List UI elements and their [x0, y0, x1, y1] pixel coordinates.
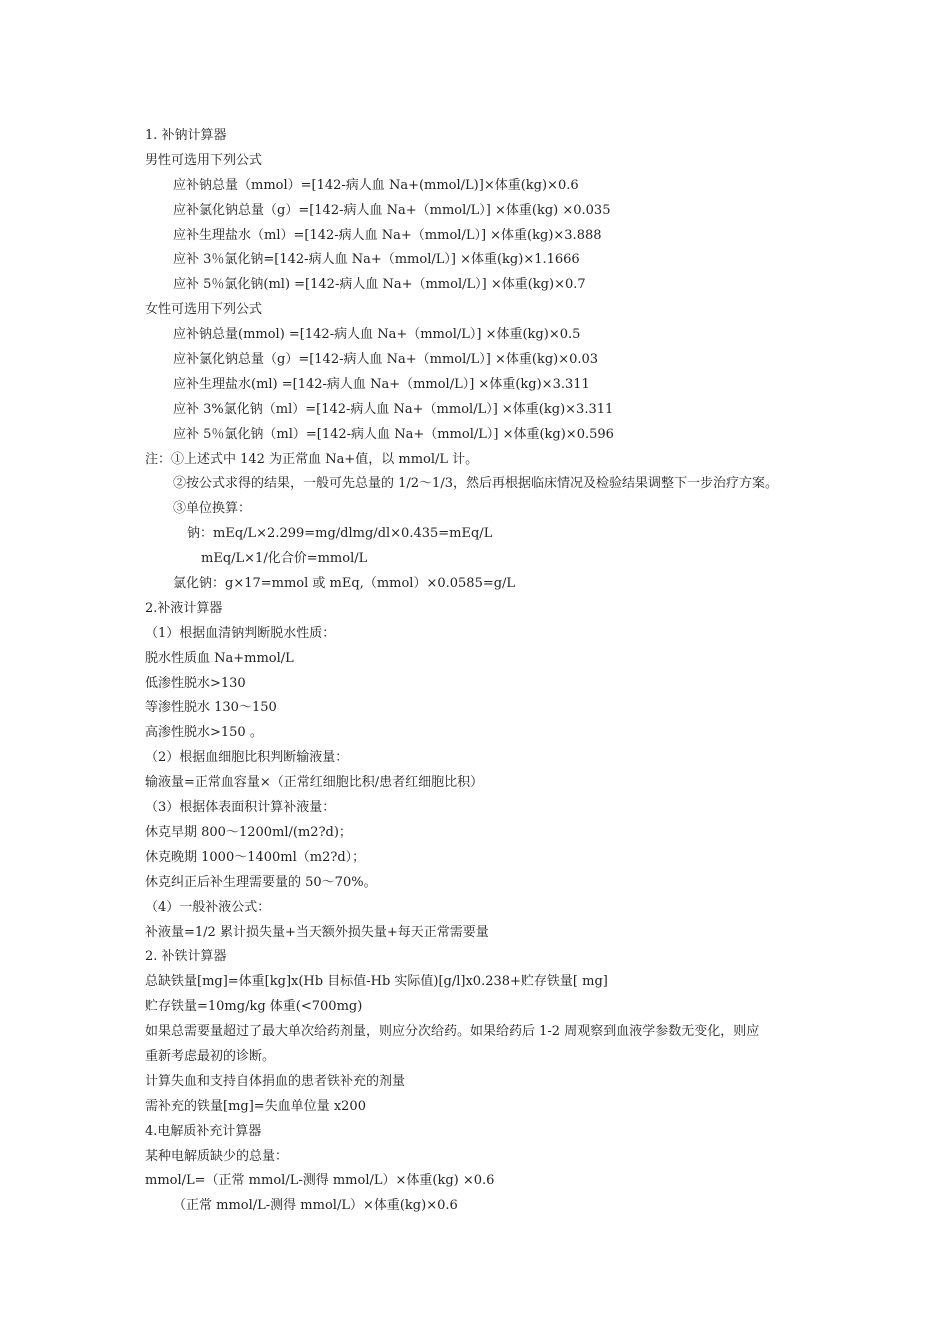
- text-line: 休克纠正后补生理需要量的 50～70%。: [145, 874, 377, 890]
- text-line: （2）根据血细胞比积判断输液量：: [145, 750, 349, 766]
- text-line: 输液量=正常血容量×（正常红细胞比积/患者红细胞比积）: [145, 775, 484, 791]
- text-line: 计算失血和支持自体捐血的患者铁补充的剂量: [145, 1073, 406, 1089]
- text-line: （3）根据体表面积计算补液量：: [145, 800, 336, 816]
- text-line: 应补 3％氯化钠=[142-病人血 Na+（mmol/L）] ×体重(kg)×1.1666: [173, 252, 580, 268]
- text-line: mmol/L=（正常 mmol/L-测得 mmol/L）×体重(kg) ×0.6: [145, 1173, 495, 1189]
- text-line: mEq/L×1/化合价=mmol/L: [201, 551, 368, 567]
- text-line: 应补 5％氯化钠(ml) =[142-病人血 Na+（mmol/L）] ×体重(kg)×0.7: [173, 277, 586, 293]
- text-line: 女性可选用下列公式: [145, 302, 263, 318]
- text-line: 某种电解质缺少的总量：: [145, 1148, 289, 1164]
- text-line: 应补氯化钠总量（g）=[142-病人血 Na+（mmol/L）] ×体重(kg) ×0.035: [173, 202, 611, 218]
- text-line: 需补充的铁量[mg]=失血单位量 x200: [145, 1098, 366, 1114]
- text-line: 应补氯化钠总量（g）=[142-病人血 Na+（mmol/L）] ×体重(kg)×0.03: [173, 352, 599, 368]
- text-line: 注：①上述式中 142 为正常血 Na+值，以 mmol/L 计。: [145, 451, 479, 467]
- text-line: 2. 补铁计算器: [145, 949, 227, 965]
- text-line: 4.电解质补充计算器: [145, 1123, 262, 1139]
- document-body: [145, 124, 825, 1219]
- text-line: 高渗性脱水>150 。: [145, 725, 263, 741]
- text-line: 男性可选用下列公式: [145, 152, 263, 168]
- text-line: ③单位换算：: [173, 501, 252, 517]
- text-line: 应补 3%氯化钠（ml）=[142-病人血 Na+（mmol/L）] ×体重(kg)×3.311: [173, 401, 614, 417]
- text-line: 补液量=1/2 累计损失量+当天额外损失量+每天正常需要量: [145, 924, 489, 940]
- text-line: 低渗性脱水>130: [145, 675, 246, 691]
- text-line: 等渗性脱水 130～150: [145, 700, 277, 716]
- text-line: （4）一般补液公式：: [145, 899, 271, 915]
- text-line: （正常 mmol/L-测得 mmol/L）×体重(kg)×0.6: [173, 1198, 458, 1214]
- text-line: 休克早期 800～1200ml/(m2?d)；: [145, 824, 352, 840]
- text-line: （1）根据血清钠判断脱水性质：: [145, 625, 336, 641]
- text-line: 应补钠总量(mmol) =[142-病人血 Na+（mmol/L）] ×体重(kg)×0.5: [173, 327, 581, 343]
- text-line: 脱水性质血 Na+mmol/L: [145, 650, 294, 666]
- text-line: 应补生理盐水（ml）=[142-病人血 Na+（mmol/L）] ×体重(kg)×3.888: [173, 227, 602, 243]
- text-line: 1. 补钠计算器: [145, 128, 227, 143]
- text-line: 氯化钠：g×17=mmol 或 mEq,（mmol）×0.0585=g/L: [173, 576, 516, 592]
- text-line: 应补 5％氯化钠（ml）=[142-病人血 Na+（mmol/L）] ×体重(kg)×0.596: [173, 426, 614, 442]
- text-line: 休克晚期 1000～1400ml（m2?d）；: [145, 849, 366, 865]
- text-line: 重新考虑最初的诊断。: [145, 1048, 276, 1064]
- text-line: 应补钠总量（mmol）=[142-病人血 Na+(mmol/L)]×体重(kg)×0.6: [173, 177, 579, 193]
- text-line: 2.补液计算器: [145, 600, 223, 616]
- text-line: 如果总需要量超过了最大单次给药剂量，则应分次给药。如果给药后 1-2 周观察到血液学参数无变化，则应: [145, 1024, 760, 1040]
- text-line: ②按公式求得的结果，一般可先总量的 1/2～1/3，然后再根据临床情况及检验结果调整下一步治疗方案。: [173, 476, 778, 492]
- text-line: 贮存铁量=10mg/kg 体重(<700mg): [145, 999, 363, 1015]
- text-line: 总缺铁量[mg]=体重[kg]x(Hb 目标值-Hb 实际值)[g/l]x0.238+贮存铁量[ mg]: [145, 974, 608, 990]
- text-line: 应补生理盐水(ml) =[142-病人血 Na+（mmol/L）] ×体重(kg)×3.311: [173, 376, 590, 392]
- text-line: 钠：mEq/L×2.299=mg/dlmg/dl×0.435=mEq/L: [187, 526, 493, 542]
